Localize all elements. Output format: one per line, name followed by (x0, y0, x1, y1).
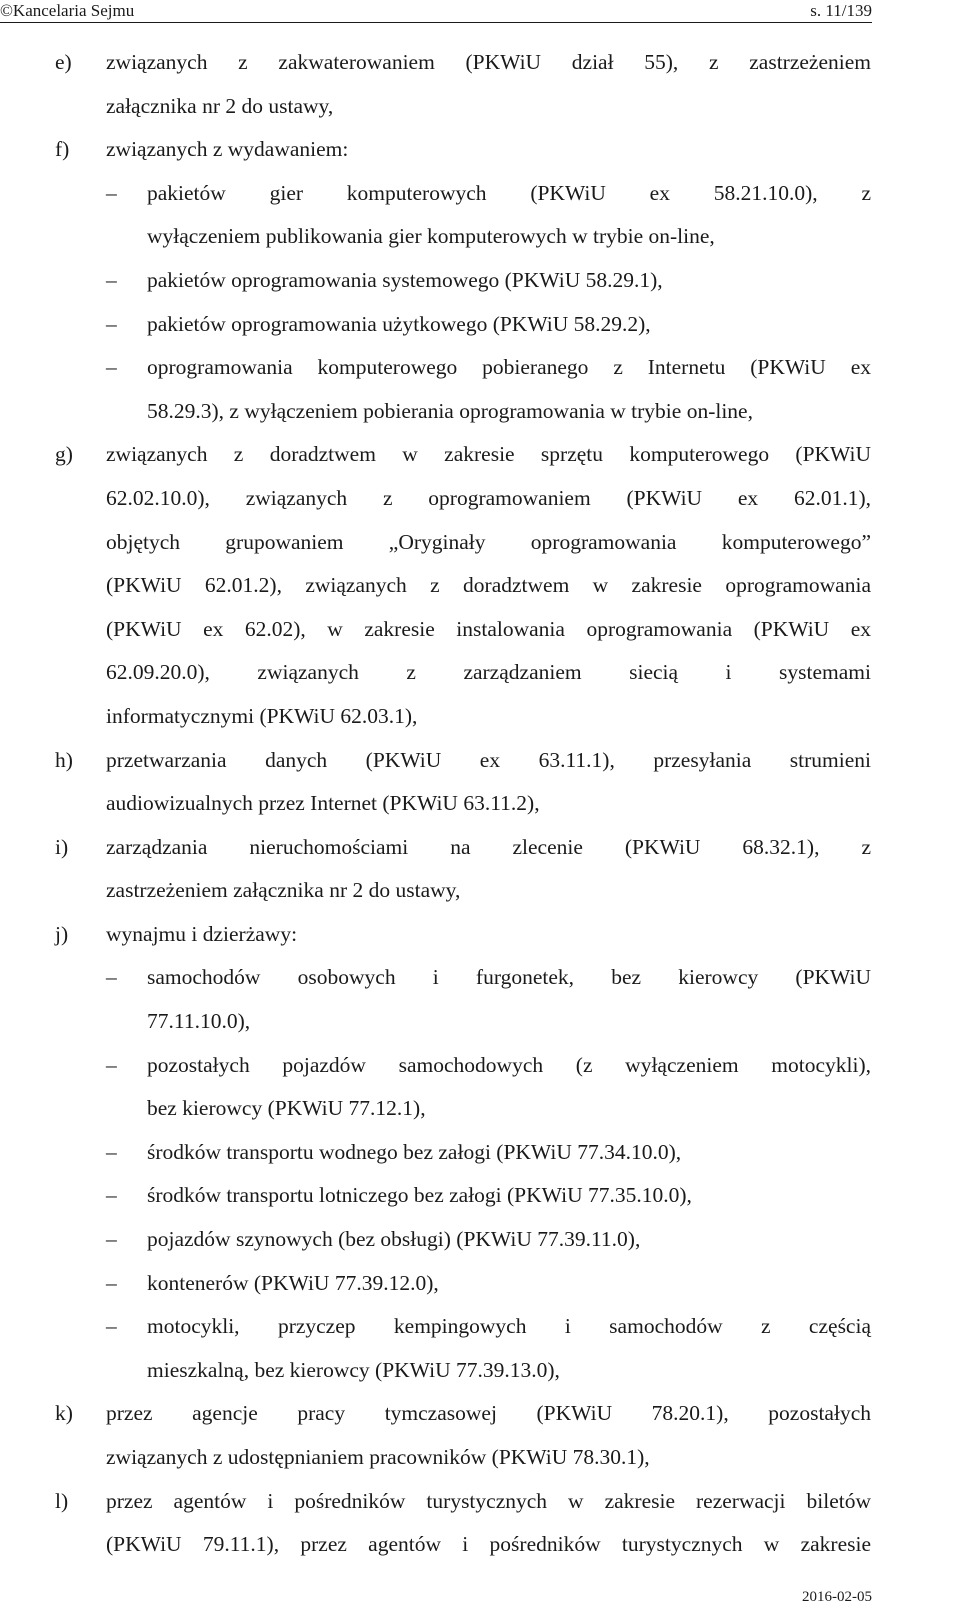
sub-list-item (55, 259, 871, 303)
sub-list-item-text-line: motocykli, przyczep kempingowych i samochodów z częścią (147, 1314, 871, 1339)
list-item-text-line: przez agentów i pośredników turystycznych w zakresie rezerwacji biletów (106, 1488, 871, 1513)
list-item (55, 433, 871, 738)
list-item-text-line: związanych z wydawaniem: (106, 137, 349, 162)
list-item-label: h) (55, 747, 73, 772)
list-item-text-line: załącznika nr 2 do ustawy, (106, 93, 334, 118)
list-item-text-line: związanych z zakwaterowaniem (PKWiU dział 55), z zastrzeżeniem (106, 50, 871, 74)
list-item-text-line: związanych z doradztwem w zakresie sprzętu komputerowego (PKWiU (106, 442, 871, 467)
list-item-text-line: (PKWiU 62.01.2), związanych z doradztwem w zakresie oprogramowania (106, 573, 871, 598)
list-item-text-line: wynajmu i dzierżawy: (106, 921, 298, 946)
sub-list-item (55, 1174, 871, 1218)
list-item-label: i) (55, 834, 69, 859)
header-divider (0, 22, 872, 23)
sub-list-item (55, 1305, 871, 1392)
sub-list-item (55, 1262, 871, 1306)
list-item-text-line: informatycznymi (PKWiU 62.03.1), (106, 703, 418, 728)
list-item-label: g) (55, 442, 73, 467)
list-item-label: l) (55, 1488, 69, 1513)
sub-list-item-text-line: samochodów osobowych i furgonetek, bez kierowcy (PKWiU (147, 965, 871, 990)
sub-list-item (55, 1131, 871, 1175)
dash-bullet: – (106, 180, 117, 205)
dash-bullet: – (106, 355, 117, 380)
sub-list-item-text-line: 77.11.10.0), (147, 1009, 251, 1034)
sub-list-item-text-line: pojazdów szynowych (bez obsługi) (PKWiU 77.39.11.0), (147, 1227, 641, 1252)
list-item-text-line: 62.09.20.0), związanych z zarządzaniem siecią i systemami (106, 660, 871, 685)
list-item (55, 128, 871, 172)
sub-list-item-text-line: pozostałych pojazdów samochodowych (z wyłączeniem motocykli), (147, 1052, 871, 1077)
list-item-text-line: zarządzania nieruchomościami na zlecenie (PKWiU 68.32.1), z (106, 834, 871, 859)
sub-list-item-text-line: 58.29.3), z wyłączeniem pobierania oprogramowania w trybie on-line, (147, 398, 753, 423)
sub-list-item-text-line: wyłączeniem publikowania gier komputerowych w trybie on-line, (147, 224, 715, 249)
dash-bullet: – (106, 1270, 117, 1295)
dash-bullet: – (106, 311, 117, 336)
dash-bullet: – (106, 1139, 117, 1164)
sub-list-item (55, 1044, 871, 1131)
sub-list-item-text-line: środków transportu wodnego bez załogi (PKWiU 77.34.10.0), (147, 1139, 682, 1164)
list-item-label: f) (55, 137, 70, 162)
sub-list-item-text-line: oprogramowania komputerowego pobieranego z Internetu (PKWiU ex (147, 355, 871, 380)
dash-bullet: – (106, 1227, 117, 1252)
list-item-text-line: objętych grupowaniem „Oryginały oprogramowania komputerowego” (106, 529, 871, 554)
list-item-text-line: audiowizualnych przez Internet (PKWiU 63.11.2), (106, 791, 540, 816)
document-body (55, 41, 871, 1567)
sub-list-item (55, 1218, 871, 1262)
sub-list-item-text-line: pakietów gier komputerowych (PKWiU ex 58.21.10.0), z (147, 180, 871, 205)
document-date: 2016-02-05 (802, 1589, 872, 1605)
list-item-text-line: (PKWiU ex 62.02), w zakresie instalowania oprogramowania (PKWiU ex (106, 616, 871, 641)
list-item-label: j) (55, 921, 69, 946)
sub-list-item-text-line: mieszkalną, bez kierowcy (PKWiU 77.39.13.0), (147, 1357, 560, 1382)
dash-bullet: – (106, 1314, 117, 1339)
sub-list-item-text-line: pakietów oprogramowania użytkowego (PKWiU 58.29.2), (147, 311, 651, 336)
sub-list-item (55, 346, 871, 433)
dash-bullet: – (106, 1052, 117, 1077)
dash-bullet: – (106, 267, 117, 292)
sub-list-item-text-line: bez kierowcy (PKWiU 77.12.1), (147, 1096, 426, 1121)
sub-list-item (55, 172, 871, 259)
list-item (55, 1392, 871, 1479)
sub-list-item-text-line: środków transportu lotniczego bez załogi (PKWiU 77.35.10.0), (147, 1183, 692, 1208)
dash-bullet: – (106, 965, 117, 990)
sub-list-item-text-line: kontenerów (PKWiU 77.39.12.0), (147, 1270, 439, 1295)
sub-list-item (55, 956, 871, 1043)
list-item-text-line: przez agencje pracy tymczasowej (PKWiU 78.20.1), pozostałych (106, 1401, 871, 1426)
dash-bullet: – (106, 1183, 117, 1208)
list-item-text-line: przetwarzania danych (PKWiU ex 63.11.1), przesyłania strumieni (106, 747, 871, 772)
page-number: s. 11/139 (810, 1, 872, 20)
list-item (55, 41, 871, 128)
list-item-label: e) (55, 50, 72, 74)
list-item-text-line: związanych z udostępnianiem pracowników (PKWiU 78.30.1), (106, 1445, 650, 1469)
list-item-text-line: (PKWiU 79.11.1), przez agentów i pośredników turystycznych w zakresie (106, 1532, 871, 1557)
sub-list-item-text-line: pakietów oprogramowania systemowego (PKWiU 58.29.1), (147, 267, 663, 292)
copyright-notice: ©Kancelaria Sejmu (0, 1, 135, 20)
list-item-label: k) (55, 1401, 73, 1426)
page-header (0, 0, 960, 24)
list-item-text-line: 62.02.10.0), związanych z oprogramowaniem (PKWiU ex 62.01.1), (106, 485, 871, 510)
list-item (55, 739, 871, 826)
list-item (55, 1480, 871, 1567)
list-item-text-line: zastrzeżeniem załącznika nr 2 do ustawy, (106, 878, 461, 903)
list-item (55, 826, 871, 913)
list-item (55, 913, 871, 957)
sub-list-item (55, 303, 871, 347)
